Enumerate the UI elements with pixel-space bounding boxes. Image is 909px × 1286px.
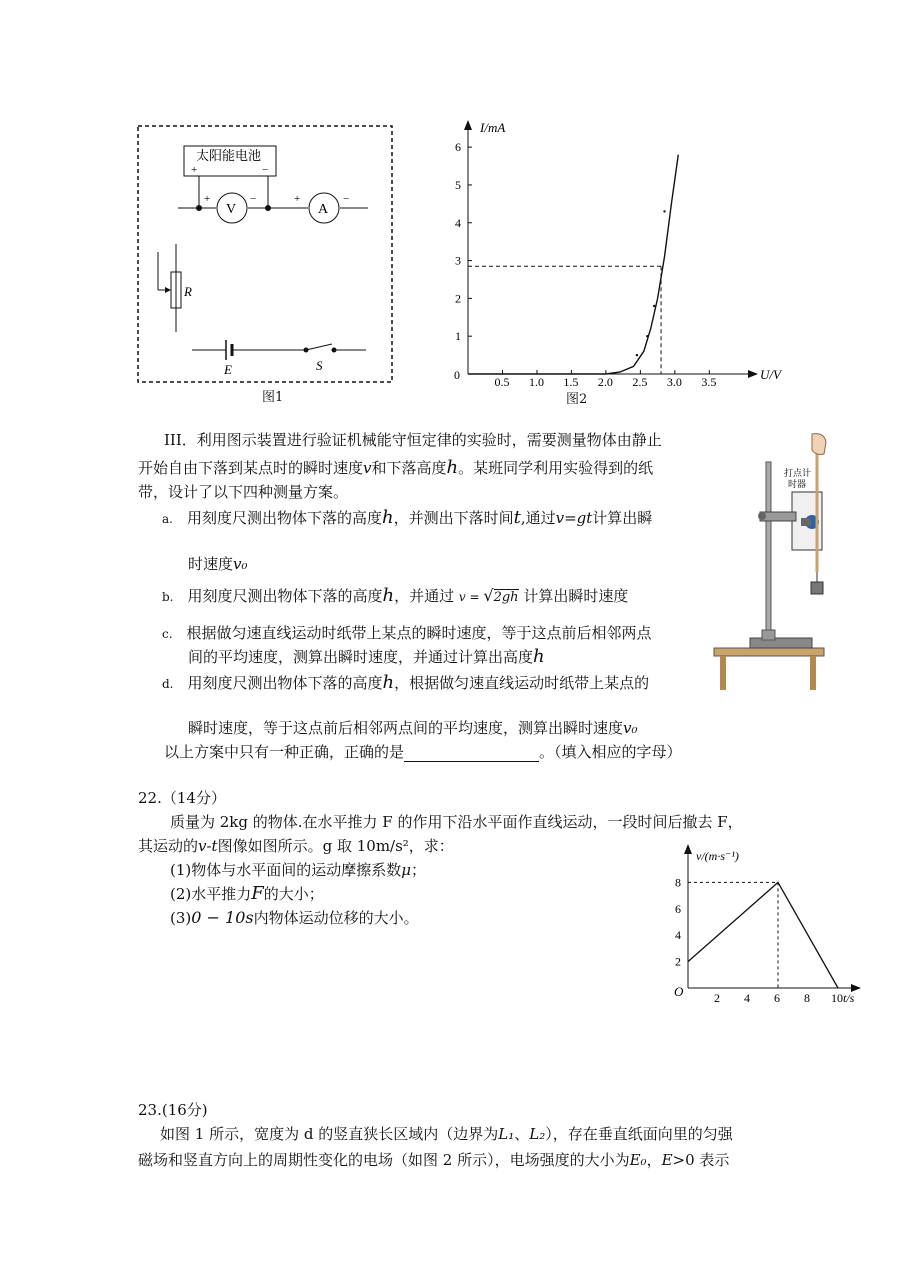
y-tick-label: 5 (455, 177, 461, 192)
q23-p2: 磁场和竖直方向上的周期性变化的电场（如图 2 所示），电场强度的大小为E₀，E>0 表示 (138, 1151, 730, 1169)
s3-line1: III．利用图示装置进行验证机械能守恒定律的实验时，需要测量物体由静止 (164, 431, 662, 449)
x-tick-label: 3.5 (701, 375, 717, 389)
x-tick-label: 1.5 (563, 375, 579, 389)
s3-line3: 带，设计了以下四种测量方案。 (138, 483, 349, 501)
x-tick-label: 2.0 (597, 375, 613, 389)
data-point (636, 354, 638, 356)
timer-label: 打点计 (784, 468, 812, 478)
x-tick-label: 1.0 (528, 375, 544, 389)
x-tick-label: 10 (831, 991, 843, 1005)
ammeter-minus: − (343, 193, 350, 205)
hand (812, 434, 826, 455)
y-tick-label: 2 (675, 954, 681, 969)
x-tick-label: 4 (744, 991, 750, 1005)
q22-s3: (3)0 − 10s内物体运动位移的大小。 (170, 908, 419, 927)
x-axis-arrow (748, 370, 758, 378)
q22-p1: 质量为 2kg 的物体.在水平推力 F 的作用下沿水平面作直线运动，一段时间后撤去 F， (170, 813, 743, 831)
x-tick-label: 2.5 (632, 375, 648, 389)
q22-s1: (1)物体与水平面间的运动摩擦系数μ； (170, 861, 427, 879)
stand-base (750, 638, 812, 648)
data-point (663, 210, 665, 212)
voltmeter-minus: − (250, 193, 257, 205)
q23-title: 23.(16分) (138, 1101, 208, 1119)
x-axis-label: t/s (843, 991, 855, 1005)
option-b: b. 用刻度尺测出物体下落的高度h，并通过 v = √2gh 计算出瞬时速度 (162, 585, 629, 606)
solar-minus: − (262, 164, 269, 176)
option-d-cont: 瞬时速度，等于这点前后相邻两点间的平均速度，测算出瞬时速度v₀ (188, 719, 638, 737)
switch-label: S (316, 358, 323, 373)
resistor-label: R (184, 284, 192, 299)
s3-line2: 开始自由下落到某点时的瞬时速度v和下落高度h。某班同学利用实验得到的纸 (138, 457, 654, 478)
option-c: c. 根据做匀速直线运动时纸带上某点的瞬时速度，等于这点前后相邻两点 (162, 624, 652, 642)
y-tick-label: 6 (455, 140, 461, 155)
ammeter-label: A (318, 202, 329, 217)
y-tick-label: 2 (455, 291, 461, 306)
y-tick-label: 8 (675, 875, 681, 890)
option-a: a. 用刻度尺测出物体下落的高度h，并测出下落时间t,通过v=gt计算出瞬 (162, 507, 653, 528)
stand-rod (766, 462, 771, 640)
option-c-cont: 间的平均速度，测算出瞬时速度，并通过计算出高度h (188, 646, 545, 667)
x-axis-label: U/V (760, 367, 781, 382)
solar-plus: + (191, 164, 198, 176)
source-label: E (224, 362, 232, 377)
table (714, 648, 824, 656)
origin-label: 0 (454, 368, 460, 382)
data-point (646, 335, 648, 337)
iv-curve (468, 155, 678, 374)
x-tick-label: 0.5 (494, 375, 510, 389)
circuit-figure (136, 124, 396, 386)
vt-line (688, 882, 838, 988)
voltmeter-label: V (226, 202, 237, 217)
x-tick-label: 8 (804, 991, 810, 1005)
vt-chart (668, 840, 868, 1010)
q23-p1: 如图 1 所示，宽度为 d 的竖直狭长区域内（边界为L₁、L₂），存在垂直纸面向里的匀强 (160, 1125, 733, 1143)
iv-chart (440, 118, 781, 398)
ammeter-plus: + (294, 193, 301, 205)
y-axis-label: I/mA (480, 120, 506, 135)
y-axis-arrow (684, 844, 692, 854)
q22-s2: (2)水平推力F的大小； (170, 883, 324, 904)
y-tick-label: 3 (455, 253, 461, 268)
answer-line: 以上方案中只有一种正确，正确的是 。（填入相应的字母） (164, 743, 682, 761)
apparatus-figure (712, 432, 827, 692)
y-tick-label: 6 (675, 901, 681, 916)
voltmeter-plus: + (204, 193, 211, 205)
solar-cell-label: 太阳能电池 (196, 148, 262, 163)
q22-title: 22.（14分） (138, 789, 226, 807)
x-tick-label: 3.0 (666, 375, 682, 389)
x-tick-label: 2 (714, 991, 720, 1005)
y-axis-arrow (464, 120, 472, 130)
q22-p2: 其运动的v-t图像如图所示。g 取 10m/s²，求： (138, 837, 454, 855)
timer-label-2: 时器 (788, 479, 807, 489)
option-d: d. 用刻度尺测出物体下落的高度h，根据做匀速直线运动时纸带上某点的 (162, 672, 650, 693)
y-tick-label: 4 (675, 928, 681, 943)
switch-blade (306, 344, 332, 350)
option-a-cont: 时速度v₀ (188, 555, 248, 573)
answer-blank[interactable] (404, 745, 539, 762)
x-tick-label: 6 (774, 991, 780, 1005)
y-tick-label: 1 (455, 329, 461, 344)
fig2-caption: 图2 (566, 392, 588, 407)
y-axis-label: v/(m·s⁻¹) (696, 849, 739, 863)
weight (811, 582, 823, 594)
origin-label: O (674, 984, 684, 999)
data-point (653, 305, 655, 307)
y-tick-label: 4 (455, 215, 461, 230)
fig1-caption: 图1 (262, 390, 284, 405)
